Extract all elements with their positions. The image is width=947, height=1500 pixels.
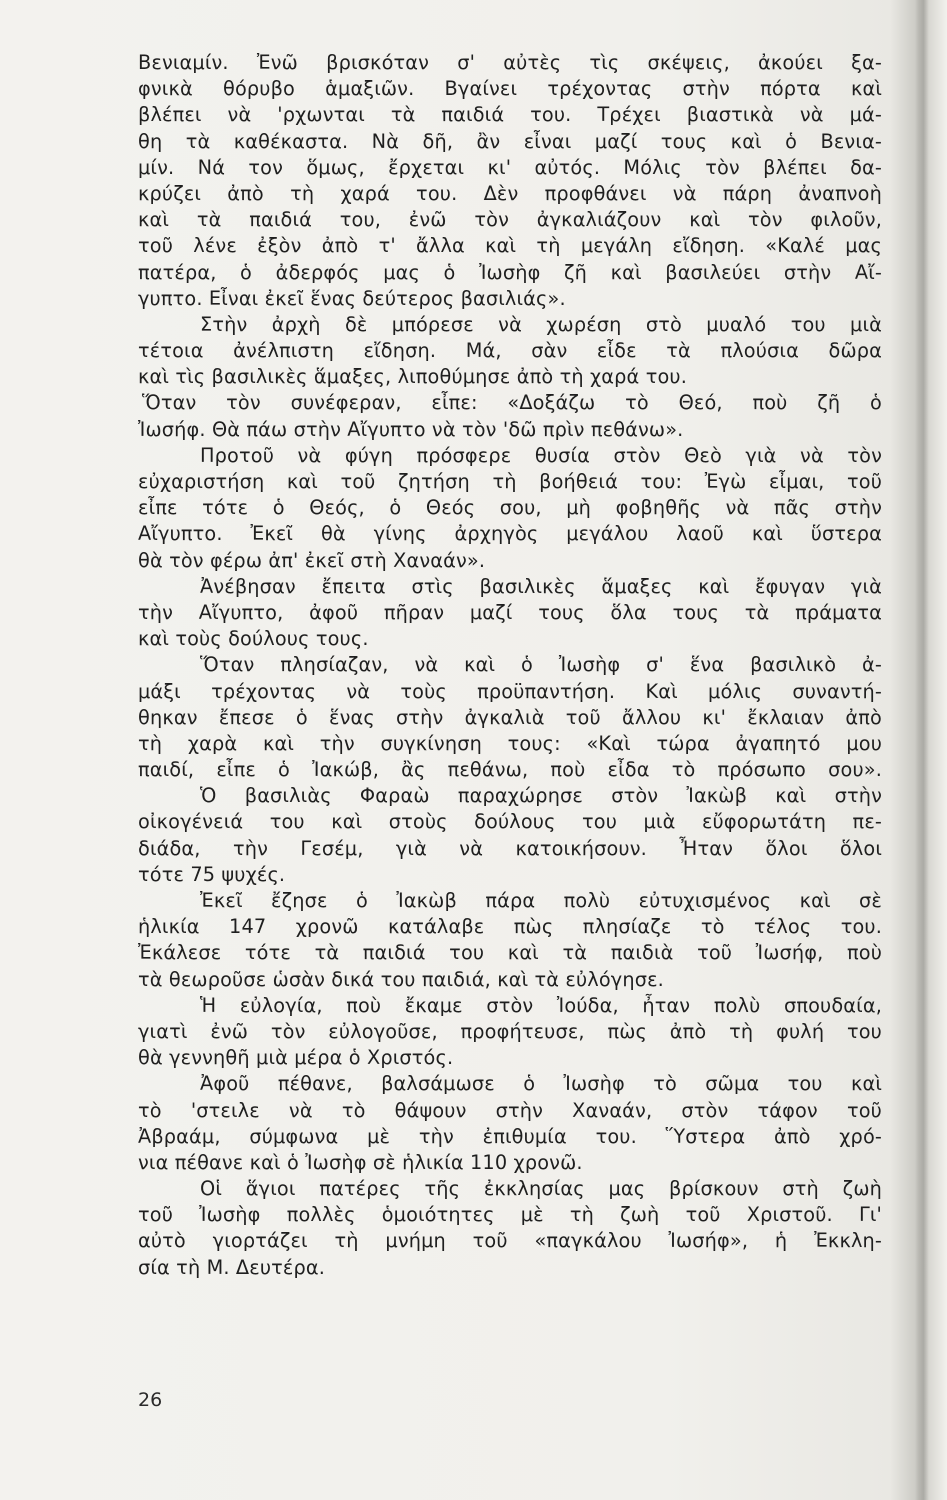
body-text — [138, 50, 882, 1281]
text-line: θη τὰ καθέκαστα. Νὰ δῆ, ἂν εἶναι μαζί τους καὶ ὁ Βενια- — [138, 129, 882, 153]
text-line: Οἱ ἅγιοι πατέρες τῆς ἐκκλησίας μας βρίσκουν στὴ ζωὴ — [200, 1177, 882, 1201]
page-number: 26 — [138, 1389, 163, 1411]
text-line: κρύζει ἀπὸ τὴ χαρά του. Δὲν προφθάνει νὰ πάρη ἀναπνοὴ — [138, 181, 882, 205]
text-line: θὰ τὸν φέρω ἀπ' ἐκεῖ στὴ Χαναάν». — [138, 548, 486, 572]
text-line: Ἐκεῖ ἔζησε ὁ Ἰακὼβ πάρα πολὺ εὐτυχισμένος καὶ σὲ — [200, 889, 882, 912]
text-line: τότε 75 ψυχές. — [138, 862, 286, 886]
text-line: Στὴν ἀρχὴ δὲ μπόρεσε νὰ χωρέση στὸ μυαλό του μιὰ — [200, 312, 882, 336]
text-line: τοῦ λένε ἐξὸν ἀπὸ τ' ἄλλα καὶ τὴ μεγάλη εἴδηση. «Καλέ μας — [138, 234, 882, 258]
binding-shadow — [915, 0, 929, 1500]
text-line: Ὅταν τὸν συνέφεραν, εἶπε: «Δοξάζω τὸ Θεό, ποὺ ζῆ ὁ — [142, 391, 882, 415]
text-line: τέτοια ἀνέλπιστη εἴδηση. Μά, σὰν εἶδε τὰ πλούσια δῶρα — [138, 339, 882, 363]
text-line: τὴν Αἴγυπτο, ἀφοῦ πῆραν μαζί τους ὅλα τους τὰ πράματα — [138, 600, 882, 624]
text-line: θηκαν ἔπεσε ὁ ἕνας στὴν ἀγκαλιὰ τοῦ ἄλλου κι' ἔκλαιαν ἀπὸ — [138, 705, 882, 729]
text-line: ἡλικία 147 χρονῶ κατάλαβε πὼς πλησίαζε τὸ τέλος του. — [138, 915, 882, 939]
text-line: τοῦ Ἰωσὴφ πολλὲς ὁμοιότητες μὲ τὴ ζωὴ τοῦ Χριστοῦ. Γι' — [138, 1203, 882, 1227]
text-line: εὐχαριστήση καὶ τοῦ ζητήση τὴ βοήθειά του: Ἐγὼ εἶμαι, τοῦ — [138, 470, 882, 493]
text-line: εἶπε τότε ὁ Θεός, ὁ Θεός σου, μὴ φοβηθῆς νὰ πᾶς στὴν — [138, 496, 882, 520]
text-line: Ἡ εὐλογία, ποὺ ἔκαμε στὸν Ἰούδα, ἦταν πολὺ σπουδαία, — [200, 993, 882, 1017]
text-line: γυπτο. Εἶναι ἐκεῖ ἕνας δεύτερος βασιλιάς». — [138, 286, 566, 310]
text-line: καὶ τοὺς δούλους τους. — [138, 627, 369, 651]
text-line: Ἰωσήφ. Θὰ πάω στὴν Αἴγυπτο νὰ τὸν 'δῶ πρὶν πεθάνω». — [138, 417, 684, 441]
text-line: τὰ θεωροῦσε ὡσὰν δικά του παιδιά, καὶ τὰ εὐλόγησε. — [138, 967, 664, 991]
text-line: μίν. Νά τον ὅμως, ἔρχεται κι' αὐτός. Μόλις τὸν βλέπει δα- — [138, 155, 882, 179]
text-line: Αἴγυπτο. Ἐκεῖ θὰ γίνης ἀρχηγὸς μεγάλου λαοῦ καὶ ὕστερα — [138, 522, 882, 546]
text-line: Προτοῦ νὰ φύγη πρόσφερε θυσία στὸν Θεὸ γιὰ νὰ τὸν — [200, 443, 882, 467]
text-line: φνικὰ θόρυβο ἁμαξιῶν. Βγαίνει τρέχοντας στὴν πόρτα καὶ — [138, 77, 882, 101]
text-line: μάξι τρέχοντας νὰ τοὺς προϋπαντήση. Καὶ μόλις συναντή- — [138, 679, 882, 703]
text-line: οἰκογένειά του καὶ στοὺς δούλους του μιὰ εὔφορωτάτη πε- — [138, 810, 882, 834]
text-line: πατέρα, ὁ ἀδερφός μας ὁ Ἰωσὴφ ζῆ καὶ βασιλεύει στὴν Αἴ- — [138, 260, 882, 284]
text-line: καὶ τὰ παιδιά του, ἐνῶ τὸν ἀγκαλιάζουν καὶ τὸν φιλοῦν, — [138, 208, 882, 232]
text-line: τὴ χαρὰ καὶ τὴν συγκίνηση τους: «Καὶ τώρα ἀγαπητό μου — [138, 731, 882, 755]
text-line: τὸ 'στειλε νὰ τὸ θάψουν στὴν Χαναάν, στὸν τάφον τοῦ — [138, 1098, 882, 1122]
text-line: γιατὶ ἐνῶ τὸν εὐλογοῦσε, προφήτευσε, πὼς ἀπὸ τὴ φυλή του — [138, 1019, 882, 1043]
text-line: σία τὴ Μ. Δευτέρα. — [138, 1255, 326, 1279]
text-line: βλέπει νὰ 'ρχωνται τὰ παιδιά του. Τρέχει βιαστικὰ νὰ μά- — [138, 103, 882, 127]
text-line: θὰ γεννηθῆ μιὰ μέρα ὁ Χριστός. — [138, 1046, 454, 1070]
text-line: Ἀφοῦ πέθανε, βαλσάμωσε ὁ Ἰωσὴφ τὸ σῶμα του καὶ — [200, 1072, 882, 1096]
text-line: Ὁ βασιλιὰς Φαραὼ παραχώρησε στὸν Ἰακὼβ καὶ στὴν — [200, 784, 882, 808]
text-line: Ἀνέβησαν ἔπειτα στὶς βασιλικὲς ἅμαξες καὶ ἔφυγαν γιὰ — [200, 574, 882, 598]
text-line: Ὅταν πλησίαζαν, νὰ καὶ ὁ Ἰωσὴφ σ' ἕνα βασιλικὸ ἀ- — [200, 653, 882, 677]
text-line: αὐτὸ γιορτάζει τὴ μνήμη τοῦ «παγκάλου Ἰωσήφ», ἡ Ἐκκλη- — [138, 1229, 882, 1253]
text-line: Ἀβραάμ, σύμφωνα μὲ τὴν ἐπιθυμία του. Ὕστερα ἀπὸ χρό- — [138, 1124, 882, 1148]
text-line: Βενιαμίν. Ἐνῶ βρισκόταν σ' αὐτὲς τὶς σκέψεις, ἀκούει ξα- — [138, 51, 882, 74]
text-line: παιδί, εἶπε ὁ Ἰακώβ, ἂς πεθάνω, ποὺ εἶδα τὸ πρόσωπο σου». — [138, 758, 882, 782]
text-line: διάδα, τὴν Γεσέμ, γιὰ νὰ κατοικήσουν. Ἦταν ὅλοι ὅλοι — [138, 836, 882, 860]
text-line: καὶ τὶς βασιλικὲς ἅμαξες, λιποθύμησε ἀπὸ τὴ χαρά του. — [138, 365, 687, 389]
text-line: νια πέθανε καὶ ὁ Ἰωσὴφ σὲ ἡλικία 110 χρονῶ. — [138, 1150, 583, 1174]
text-line: Ἐκάλεσε τότε τὰ παιδιά του καὶ τὰ παιδιὰ τοῦ Ἰωσήφ, ποὺ — [138, 941, 882, 965]
